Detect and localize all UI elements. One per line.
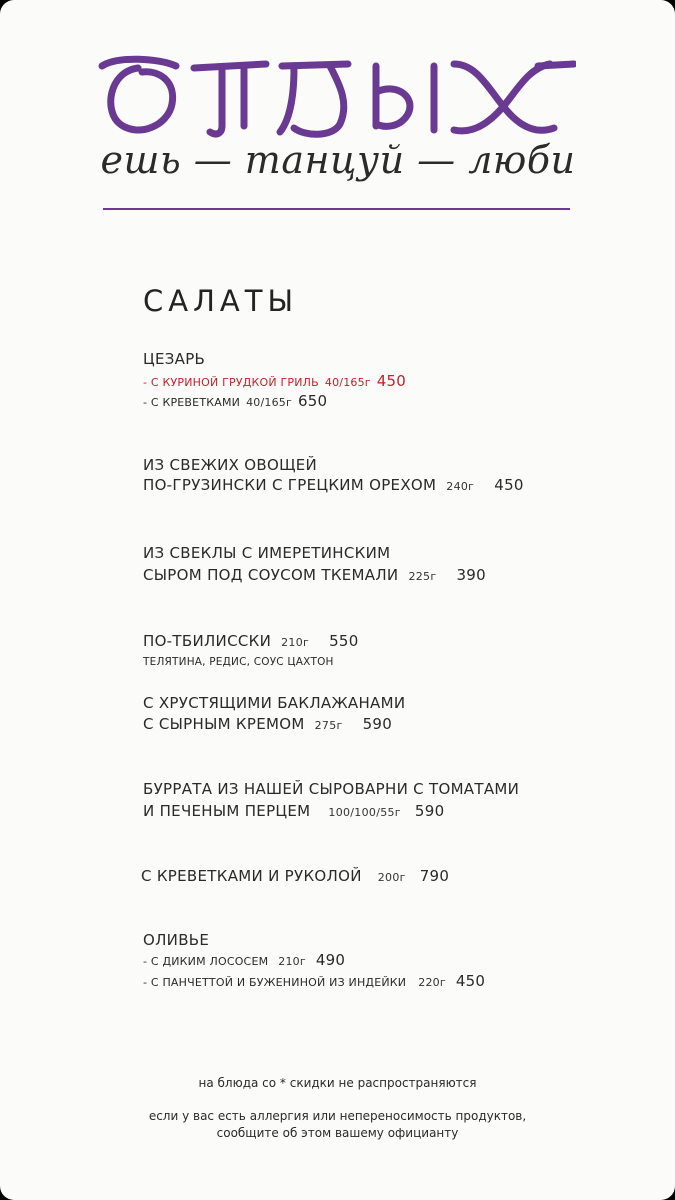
allergy-note-line1: если у вас есть аллергия или непереносимость продуктов, [148,1109,527,1123]
menu-item-fresh-line2 [143,476,524,494]
menu-item-eggplant-line1: С ХРУСТЯЩИМИ БАКЛАЖАНАМИ [143,694,406,712]
menu-item-olivier: ОЛИВЬЕ [143,931,210,949]
item-weight: 220г [418,976,446,989]
menu-item-tbilisi-desc: ТЕЛЯТИНА, РЕДИС, СОУС ЦАХТОН [143,656,334,668]
section-title: САЛАТЫ [143,284,299,318]
discount-note: на блюда со * скидки не распространяются [198,1076,477,1090]
menu-item-caesar: ЦЕЗАРЬ [143,350,206,368]
item-price: 650 [298,392,328,410]
menu-item-beet-line1: ИЗ СВЕКЛЫ С ИМЕРЕТИНСКИМ [143,544,391,562]
item-name: ПО-ГРУЗИНСКИ С ГРЕЦКИМ ОРЕХОМ [143,476,437,494]
item-price: 550 [329,632,359,650]
variant-label: - С ПАНЧЕТТОЙ И БУЖЕНИНОЙ ИЗ ИНДЕЙКИ [143,976,407,989]
variant-label: - С КРЕВЕТКАМИ [143,396,241,409]
item-price: 450 [455,972,486,990]
menu-item-beet-line2 [143,566,486,584]
item-weight: 100/100/55г [328,806,401,819]
otdykh-logo [98,52,576,142]
menu-item-burrata-line2 [143,802,444,820]
item-name: ПО-ТБИЛИССКИ [143,632,272,650]
item-price: 490 [315,951,346,969]
item-weight: 275г [314,719,343,732]
item-weight: 240г [446,480,475,493]
menu-variant-olivier-pancetta [143,972,485,990]
item-weight: 40/165г [324,376,371,389]
item-price: 590 [362,715,393,733]
item-price: 450 [494,476,524,494]
item-weight: 225г [408,570,437,583]
item-weight: 200г [377,871,406,884]
variant-label: - С ДИКИМ ЛОСОСЕМ [143,955,269,968]
item-weight: 210г [281,636,310,649]
item-price: 590 [414,802,445,820]
menu-item-fresh-line1: ИЗ СВЕЖИХ ОВОЩЕЙ [143,456,318,474]
item-weight: 210г [278,955,306,968]
variant-label: - С КУРИНОЙ ГРУДКОЙ ГРИЛЬ [143,376,319,389]
menu-variant-olivier-salmon [143,951,345,969]
menu-item-burrata-line1: БУРРАТА ИЗ НАШЕЙ СЫРОВАРНИ С ТОМАТАМИ [143,780,520,798]
menu-item-tbilisi [143,632,359,650]
header-divider [103,208,570,210]
item-name: С СЫРНЫМ КРЕМОМ [143,715,305,733]
item-weight: 40/165г [246,396,292,409]
item-price: 390 [456,566,486,584]
menu-item-eggplant-line2 [143,715,392,733]
menu-item-shrimp-arugula [141,867,449,885]
item-price: 450 [376,372,407,390]
allergy-note-line2: сообщите об этом вашему официанту [216,1126,459,1140]
menu-variant-caesar-shrimp [143,392,327,410]
menu-variant-caesar-chicken [143,372,406,390]
item-name: И ПЕЧЕНЫМ ПЕРЦЕМ [143,802,311,820]
item-price: 790 [419,867,450,885]
tagline: ешь — танцуй — люби [100,138,576,182]
item-name: СЫРОМ ПОД СОУСОМ ТКЕМАЛИ [143,566,399,584]
item-name: С КРЕВЕТКАМИ И РУКОЛОЙ [141,867,362,885]
